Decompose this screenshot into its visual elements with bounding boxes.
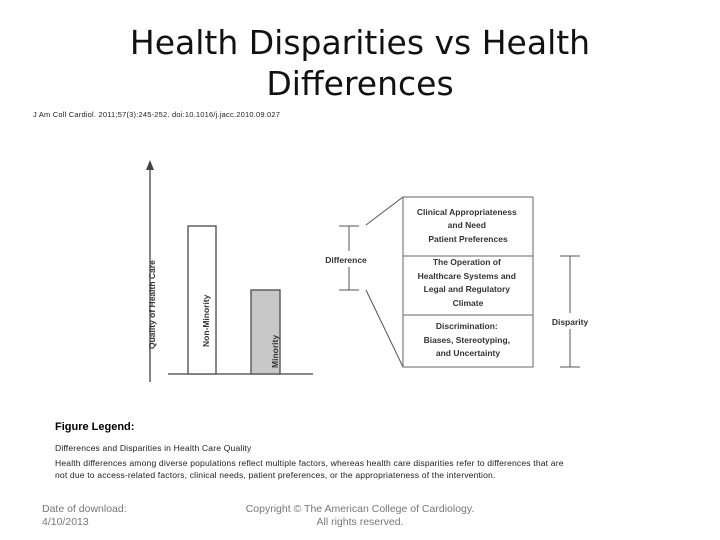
figure-legend-heading: Figure Legend:: [55, 421, 135, 433]
disparity-label: Disparity: [551, 317, 589, 327]
box3-line-1: Discrimination:: [435, 321, 498, 331]
connector-bottom: [366, 290, 403, 367]
diagram-canvas: [140, 152, 592, 400]
download-date-label: Date of download:: [42, 503, 127, 515]
download-date-value: 4/10/2013: [42, 516, 89, 528]
copyright-line-2: All rights reserved.: [316, 516, 404, 528]
disparity-diagram: [140, 152, 592, 400]
box1-line-1: Clinical Appropriateness: [416, 207, 517, 217]
download-date: [42, 503, 127, 529]
figure-legend-caption: Differences and Disparities in Health Care Quality: [55, 443, 252, 453]
citation: J Am Coll Cardiol. 2011;57(3):245-252. doi:10.1016/j.jacc.2010.09.027: [33, 110, 281, 119]
box2-line-2: Healthcare Systems and: [417, 271, 516, 281]
connector-top: [366, 197, 403, 225]
difference-label: Difference: [325, 255, 367, 265]
box3-line-2: Biases, Stereotyping,: [423, 335, 511, 345]
box2-line-4: Climate: [452, 298, 484, 308]
box2-line-3: Legal and Regulatory: [423, 284, 511, 294]
y-axis-arrow-icon: [146, 160, 154, 170]
copyright-line-1: Copyright © The American College of Cardiology.: [245, 503, 475, 515]
factor-box-discrimination-text: [424, 321, 513, 358]
box3-line-3: and Uncertainty: [435, 348, 501, 358]
copyright: [220, 503, 500, 529]
y-axis-label: Quality of Health Care: [147, 260, 157, 349]
figure-legend-text-line-2: not due to access-related factors, clinical needs, patient preferences, or the appropriateness of the intervention.: [55, 470, 496, 480]
slide-title: Health Disparities vs Health Differences: [129, 23, 591, 103]
bar-minority-label: Minority: [270, 334, 280, 368]
box2-line-1: The Operation of: [432, 257, 501, 267]
figure-legend-text-line-1: Health differences among diverse populations reflect multiple factors, whereas health care disparities refer to differences that are: [55, 458, 564, 468]
box1-line-2: and Need: [447, 220, 486, 230]
box1-line-3: Patient Preferences: [428, 234, 508, 244]
bar-nonminority-label: Non-Minority: [201, 294, 211, 347]
